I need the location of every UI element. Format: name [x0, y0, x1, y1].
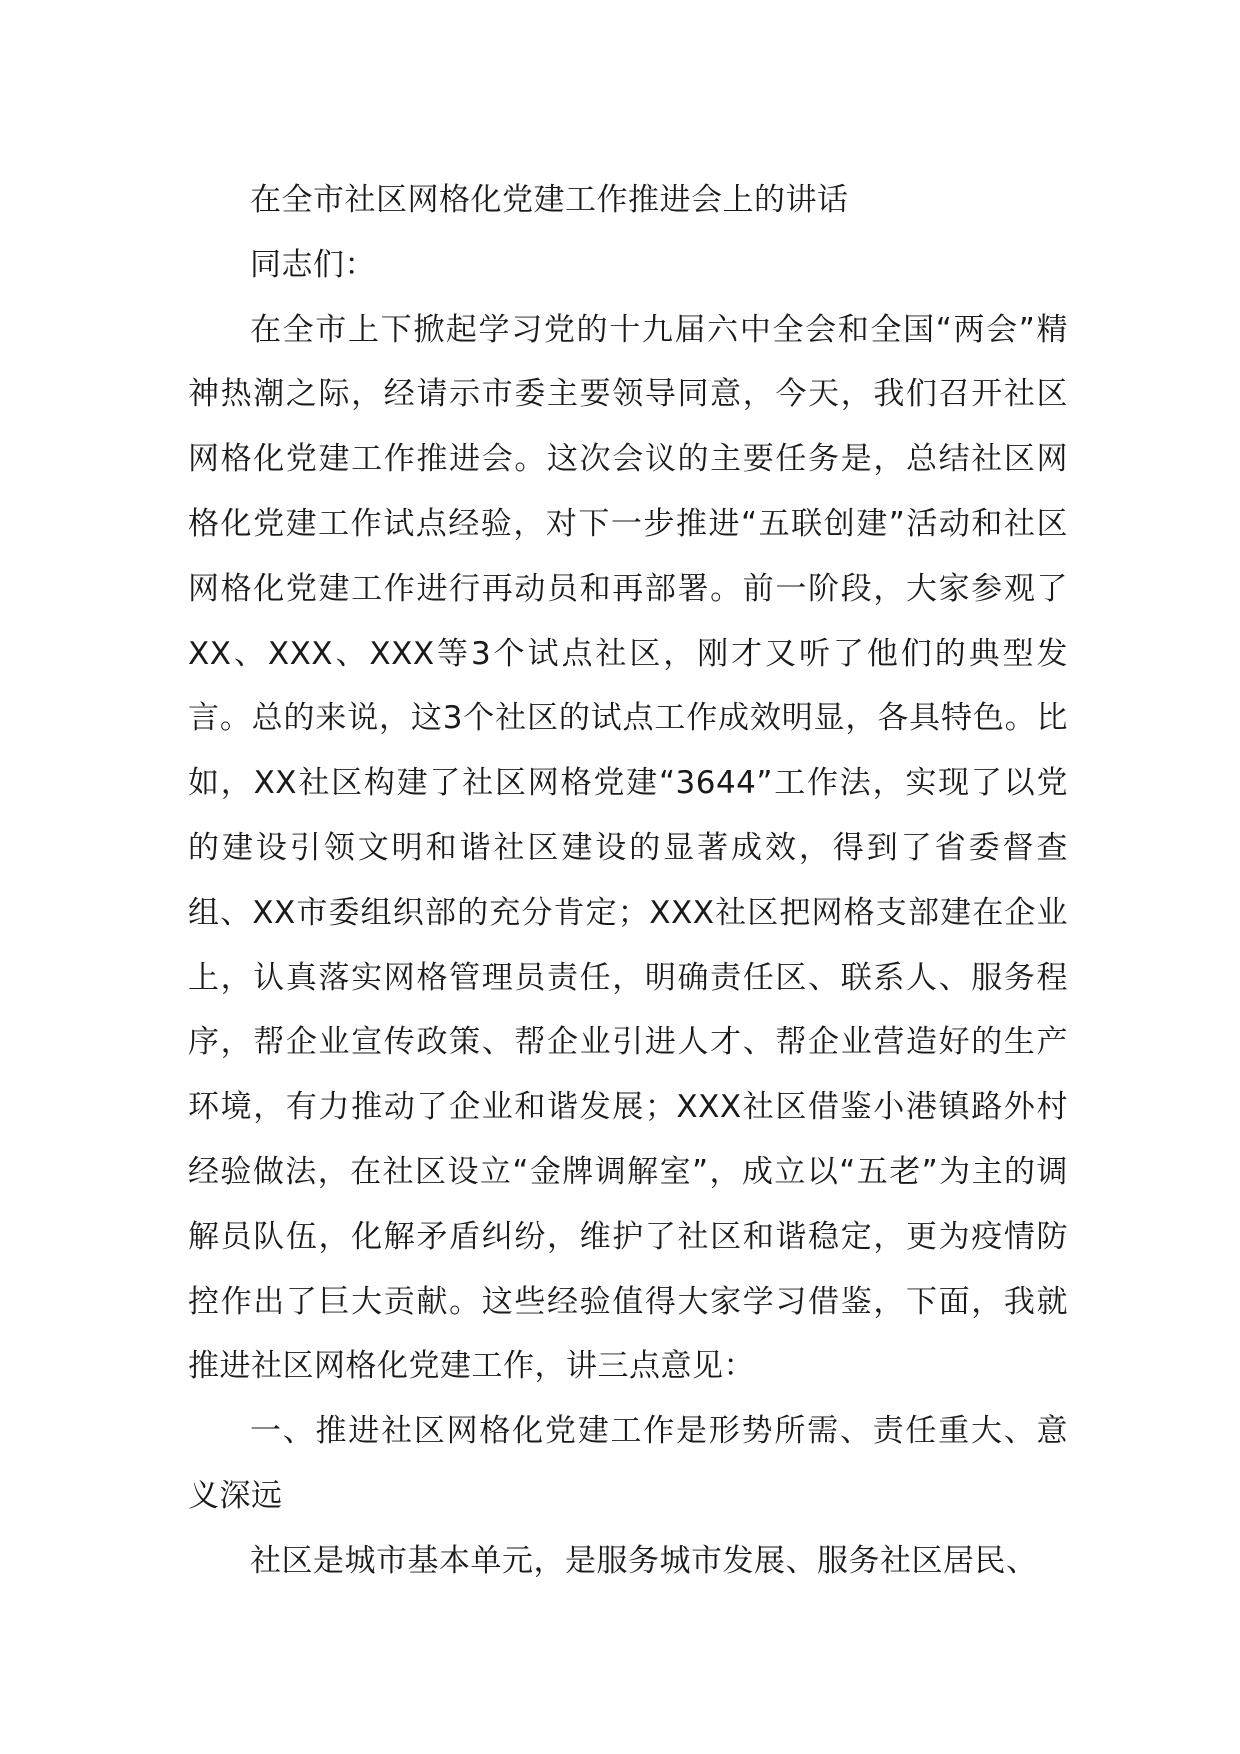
- document-title: 在全市社区网格化党建工作推进会上的讲话: [250, 182, 849, 218]
- section-heading-1: 一、推进社区网格化党建工作是形势所需、责任重大、意义深远: [188, 1413, 1068, 1514]
- document-body: [188, 168, 1068, 1594]
- paragraph-section-1: 社区是城市基本单元，是服务城市发展、服务社区居民、: [250, 1542, 1038, 1579]
- salutation: 同志们：: [250, 246, 376, 283]
- paragraph-intro: 在全市上下掀起学习党的十九届六中全会和全国“两会”精神热潮之际，经请示市委主要领导同意，今天，我们召开社区网格化党建工作推进会。这次会议的主要任务是，总结社区网格化党建工作试点经验，对下一步推进“五联创建”活动和社区网格化党建工作进行再动员和再部署。前一阶段，大家参观了XX、XXX、XXX等3个试点社区，刚才又听了他们的典型发言。总的来说，这3个社区的试点工作成效明显，各具特色。比如，XX社区构建了社区网格党建“3644”工作法，实现了以党的建设引领文明和谐社区建设的显著成效，得到了省委督查组、XX市委组织部的充分肯定；XXX社区把网格支部建在企业上，认真落实网格管理员责任，明确责任区、联系人、服务程序，帮企业宣传政策、帮企业引进人才、帮企业营造好的生产环境，有力推动了企业和谐发展；XXX社区借鉴小港镇路外村经验做法，在社区设立“金牌调解室”，成立以“五老”为主的调解员队伍，化解矛盾纠纷，维护了社区和谐稳定，更为疫情防控作出了巨大贡献。这些经验值得大家学习借鉴，下面，我就推进社区网格化党建工作，讲三点意见：: [188, 311, 1068, 1385]
